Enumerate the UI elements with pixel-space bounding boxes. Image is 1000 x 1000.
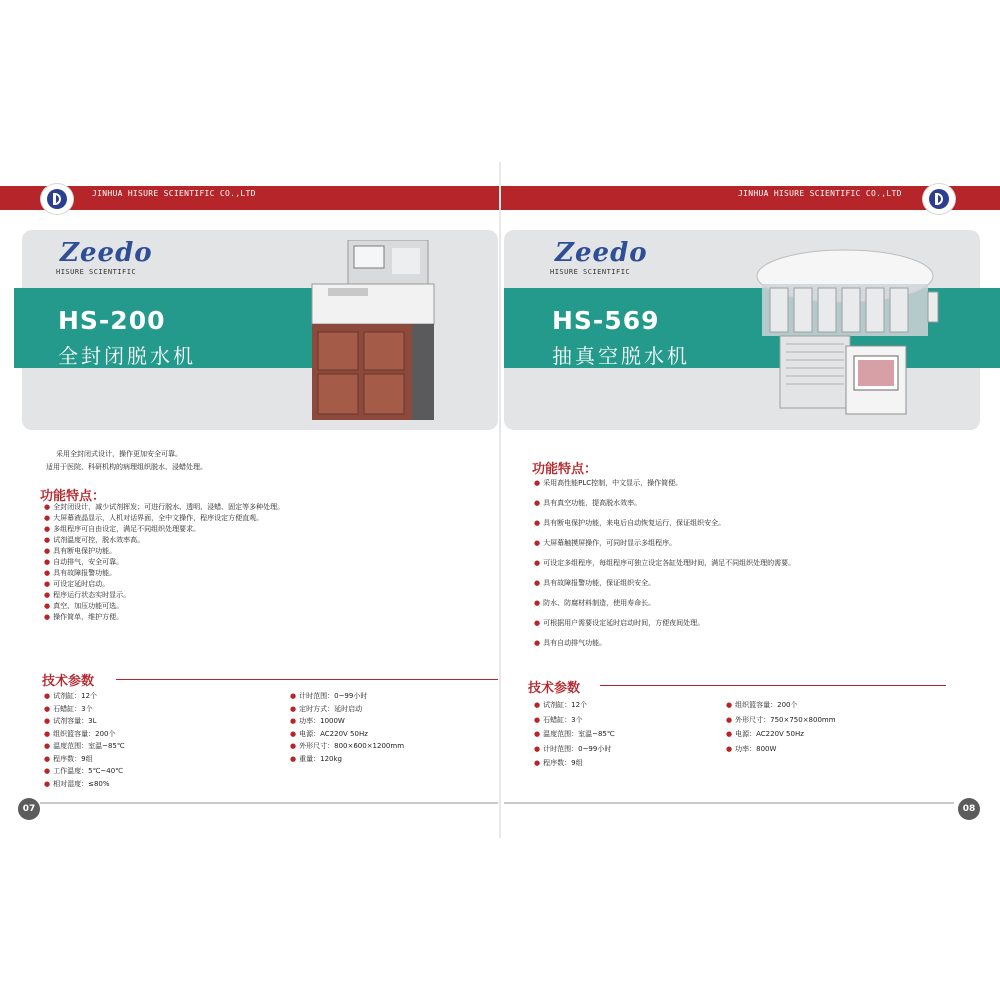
left-specs-heading: 技术参数 — [42, 674, 95, 689]
list-item: ● 温度范围：室温~85℃ — [534, 730, 615, 738]
list-item: ● 组织篮容量：200个 — [726, 701, 798, 709]
left-features-heading: 功能特点： — [40, 489, 106, 504]
list-item: ● 电源：AC220V 50Hz — [726, 730, 804, 738]
left-features-list — [44, 502, 464, 623]
list-item: ● 功率：800W — [726, 744, 777, 753]
list-item: ● 组织篮容量：200个 — [44, 729, 116, 738]
right-page-number: 08 — [958, 798, 980, 820]
list-item: ● 可设定延时启动。 — [44, 580, 110, 588]
list-item: ● 程序运行状态实时显示。 — [44, 591, 131, 599]
list-item: ● 具有故障报警功能，保证组织安全。 — [534, 579, 656, 587]
list-item: ● 可设定多组程序，每组程序可独立设定各缸处理时间，满足不同组织处理的需要。 — [534, 559, 796, 567]
hs569-machine-image — [750, 248, 950, 420]
right-specs-col-2 — [726, 698, 836, 756]
list-item: ● 具有断电保护功能。 — [44, 547, 117, 555]
list-item: ● 温度范围：室温~85℃ — [44, 742, 125, 750]
list-item: ● 程序数：9组 — [534, 759, 583, 767]
page-spine — [499, 162, 501, 838]
list-item: ● 自动排气，安全可靠。 — [44, 558, 124, 566]
right-features-heading: 功能特点： — [532, 462, 598, 477]
right-specs-rule — [600, 685, 946, 686]
hs200-machine-image — [308, 240, 438, 430]
list-item: ● 石蜡缸：3个 — [534, 715, 583, 724]
list-item: ● 工作温度：5℃~40℃ — [44, 767, 124, 775]
left-specs-col-1 — [44, 690, 125, 790]
right-model-number: HS-569 — [552, 306, 660, 335]
list-item: ● 具有故障报警功能。 — [44, 569, 117, 577]
right-footer-line — [504, 802, 954, 804]
list-item: ● 具有真空功能，提高脱水效率。 — [534, 499, 642, 507]
right-features-list — [534, 478, 964, 658]
right-product-name: 抽真空脱水机 — [552, 344, 690, 368]
left-specs-rule — [116, 679, 498, 680]
list-item: ● 多组程序可自由设定，满足不同组织处理要求。 — [44, 525, 201, 533]
list-item: ● 功率：1000W — [290, 717, 345, 725]
list-item: ● 采用高性能PLC控制，中文显示，操作简便。 — [534, 479, 683, 487]
list-item: ● 计时范围：0~99小时 — [290, 692, 368, 700]
right-specs-heading: 技术参数 — [528, 681, 581, 696]
company-logo-icon — [40, 183, 74, 215]
company-logo-icon — [922, 183, 956, 215]
list-item: ● 定时方式：延时启动 — [290, 704, 363, 713]
left-brand-subtitle: HISURE SCIENTIFIC — [56, 268, 137, 276]
list-item: ● 外形尺寸：800×600×1200mm — [290, 742, 405, 750]
right-company-name: JINHUA HISURE SCIENTIFIC CO.,LTD — [738, 189, 902, 198]
list-item: ● 全封闭设计，减少试剂挥发；可进行脱水、透明、浸蜡、固定等多种处理。 — [44, 503, 285, 511]
list-item: ● 具有断电保护功能，来电后自动恢复运行，保证组织安全。 — [534, 519, 726, 527]
list-item: ● 大屏幕液晶显示，人机对话界面，全中文操作，程序设定方便直观。 — [44, 514, 264, 522]
list-item: ● 真空、加压功能可选。 — [44, 602, 124, 610]
list-item: ● 可根据用户需要设定延时启动时间，方便夜间处理。 — [534, 619, 705, 627]
list-item: ● 试剂缸：12个 — [44, 692, 98, 700]
list-item: ● 大屏幕触摸屏操作，可同时显示多组程序。 — [534, 539, 677, 547]
left-product-name: 全封闭脱水机 — [58, 344, 196, 368]
list-item: ● 计时范围：0~99小时 — [534, 744, 612, 753]
left-brand-logo: Zeedo — [60, 238, 153, 268]
left-page-number: 07 — [18, 798, 40, 820]
list-item: ● 程序数：9组 — [44, 754, 93, 763]
list-item: ● 具有自动排气功能。 — [534, 639, 607, 647]
list-item: ● 试剂容量：3L — [44, 717, 97, 725]
list-item: ● 操作简单，维护方便。 — [44, 613, 124, 621]
list-item: ● 电源：AC220V 50Hz — [290, 729, 368, 738]
list-item: ● 相对湿度：≤80% — [44, 779, 110, 788]
right-brand-logo: Zeedo — [555, 238, 648, 268]
list-item: ● 重量：120kg — [290, 754, 342, 763]
right-specs-col-1 — [534, 698, 615, 771]
left-specs-col-2 — [290, 690, 404, 765]
left-model-number: HS-200 — [58, 306, 166, 335]
list-item: ● 石蜡缸：3个 — [44, 704, 93, 713]
right-brand-subtitle: HISURE SCIENTIFIC — [550, 268, 631, 276]
list-item: ● 防水、防腐材料制造，使用寿命长。 — [534, 599, 656, 607]
left-company-name: JINHUA HISURE SCIENTIFIC CO.,LTD — [92, 189, 256, 198]
list-item: ● 外形尺寸：750×750×800mm — [726, 715, 836, 724]
list-item: ● 试剂温度可控，脱水效率高。 — [44, 536, 145, 544]
left-intro-line-1: 采用全封闭式设计，操作更加安全可靠。 — [56, 450, 182, 458]
left-footer-line — [40, 802, 498, 804]
left-intro-line-2: 适用于医院、科研机构的病理组织脱水、浸蜡处理。 — [46, 463, 207, 471]
list-item: ● 试剂缸：12个 — [534, 701, 588, 709]
